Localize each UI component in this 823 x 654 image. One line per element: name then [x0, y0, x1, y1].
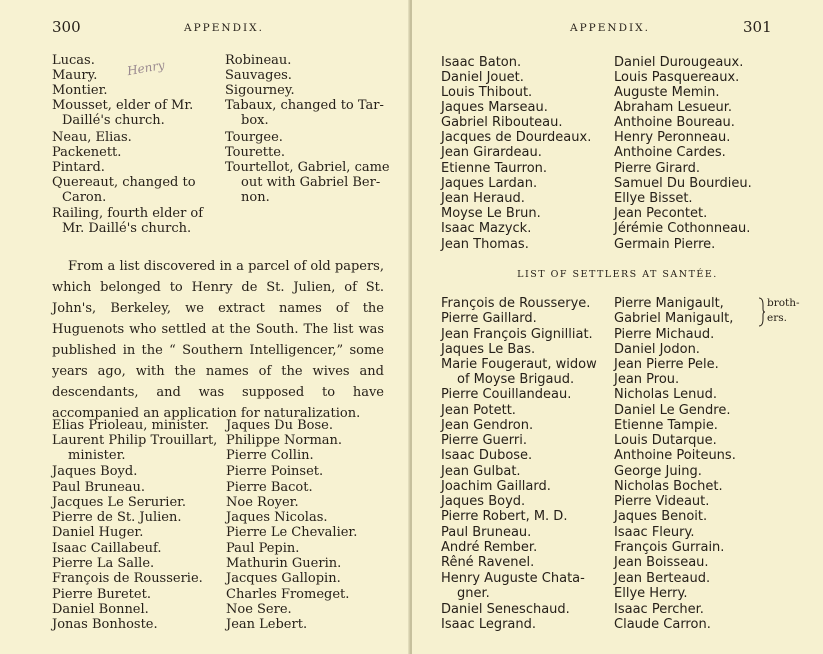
list-item: Pierre Guerri. [441, 433, 527, 448]
list-item: Daniel Seneschaud. [441, 602, 570, 617]
list-item: Pierre Michaud. [614, 327, 715, 342]
list-item: Rêné Ravenel. [441, 555, 535, 570]
list-item: Claude Carron. [614, 617, 711, 632]
list-item: Jaques Nicolas. [226, 510, 328, 525]
list-item: Pierre Poinset. [226, 464, 324, 479]
list-item: Jaques Boyd. [52, 464, 138, 479]
list-item: Tourette. [225, 145, 286, 160]
list-item: Pierre de St. Julien. [52, 510, 182, 525]
list-item: George Juing. [614, 464, 702, 479]
list-item: Marie Fougeraut, widow [441, 357, 597, 372]
list-item: Caron. [62, 190, 107, 205]
list-item: Montier. [52, 83, 108, 98]
list-item: of Moyse Brigaud. [457, 372, 575, 387]
list-item: Lucas. [52, 53, 95, 68]
list-item: Jonas Bonhoste. [52, 617, 158, 632]
list-item: Laurent Philip Trouillart, [52, 433, 218, 448]
list-item: Jean Pecontet. [614, 206, 708, 221]
list-item: Jean Prou. [614, 372, 680, 387]
list-item: Neau, Elias. [52, 130, 132, 145]
list-item: André Rember. [441, 540, 538, 555]
list-item: Mr. Daillé's church. [62, 221, 192, 236]
handwritten-note: Henry [126, 57, 166, 79]
list-item: François de Rousserie. [52, 571, 203, 586]
list-item: Paul Bruneau. [441, 525, 532, 540]
list-item: Anthoine Boureau. [614, 115, 735, 130]
list-item: Isaac Percher. [614, 602, 704, 617]
list-item: Daniel Le Gendre. [614, 403, 731, 418]
list-item: minister. [68, 448, 126, 463]
list-item: Tourgee. [225, 130, 283, 145]
list-item: Germain Pierre. [614, 237, 716, 252]
list-item: François Gurrain. [614, 540, 725, 555]
list-item: Samuel Du Bourdieu. [614, 176, 752, 191]
list-item: Jaques Lardan. [441, 176, 538, 191]
list-item: Philippe Norman. [226, 433, 343, 448]
list-item: Isaac Legrand. [441, 617, 537, 632]
list-item: Jean François Gignilliat. [441, 327, 593, 342]
list-item: Pierre Videaut. [614, 494, 710, 509]
list-item: François de Rousserye. [441, 296, 591, 311]
list-item: Pierre Robert, M. D. [441, 509, 568, 524]
brace-note: broth- [767, 297, 800, 309]
list-item: Mathurin Guerin. [226, 556, 342, 571]
list-item: Etienne Tampie. [614, 418, 718, 433]
list-item: Jérémie Cothonneau. [614, 221, 751, 236]
list-item: Jaques Le Bas. [441, 342, 536, 357]
list-item: Jaques Marseau. [441, 100, 548, 115]
list-item: Jean Gulbat. [441, 464, 521, 479]
list-item: Jean Thomas. [441, 237, 529, 252]
running-head: APPENDIX. [184, 22, 264, 34]
intro-paragraph: From a list discovered in a parcel of old papers, which belonged to Henry de St. Julien, of St. John's, Berkeley, we extract names of the Huguenots who settled at the South. The list was published in the “ Southern Intelligencer,” some years ago, with the names of the wives and descendants, and was supposed to have accompanied an application for naturalization. [52, 259, 384, 421]
list-item: Ellye Bisset. [614, 191, 693, 206]
list-item: Gabriel Manigault, [614, 311, 734, 326]
section-heading: LIST OF SETTLERS AT SANTÉE. [517, 269, 718, 280]
list-item: Maury. [52, 68, 98, 83]
left-page [0, 0, 410, 654]
brace-icon [758, 297, 766, 327]
list-item: Pierre Girard. [614, 161, 700, 176]
list-item: Pierre La Salle. [52, 556, 155, 571]
list-item: Sauvages. [225, 68, 292, 83]
list-item: Gabriel Ribouteau. [441, 115, 563, 130]
page-number: 300 [52, 18, 81, 36]
list-item: Etienne Taurron. [441, 161, 548, 176]
list-item: Daniel Bonnel. [52, 602, 149, 617]
list-item: Jean Lebert. [226, 617, 308, 632]
list-item: Jean Potett. [441, 403, 516, 418]
list-item: Tabaux, changed to Tar- [225, 98, 384, 113]
list-item: Nicholas Lenud. [614, 387, 718, 402]
list-item: Daniel Huger. [52, 525, 144, 540]
list-item: Pierre Gaillard. [441, 311, 537, 326]
list-item: Pierre Bacot. [226, 480, 313, 495]
list-item: Jaques Benoit. [614, 509, 708, 524]
list-item: Noe Royer. [226, 495, 299, 510]
list-item: Pierre Buretet. [52, 587, 151, 602]
brace-note: ers. [767, 312, 787, 324]
list-item: Louis Thibout. [441, 85, 533, 100]
list-item: out with Gabriel Ber- [241, 175, 381, 190]
list-item: Sigourney. [225, 83, 295, 98]
list-item: Jaques Du Bose. [226, 418, 333, 433]
list-item: Isaac Caillabeuf. [52, 541, 162, 556]
list-item: Louis Dutarque. [614, 433, 717, 448]
list-item: Anthoine Poiteuns. [614, 448, 736, 463]
list-item: Jean Berteaud. [614, 571, 711, 586]
list-item: Jacques de Dourdeaux. [441, 130, 592, 145]
list-item: Anthoine Cardes. [614, 145, 726, 160]
list-item: Isaac Dubose. [441, 448, 533, 463]
list-item: Elias Prioleau, minister. [52, 418, 210, 433]
list-item: gner. [457, 586, 490, 601]
list-item: Packenett. [52, 145, 122, 160]
list-item: Henry Peronneau. [614, 130, 731, 145]
list-item: Pierre Manigault, [614, 296, 724, 311]
list-item: Auguste Memin. [614, 85, 720, 100]
list-item: Daniel Durougeaux. [614, 55, 744, 70]
list-item: Noe Sere. [226, 602, 292, 617]
list-item: Jean Boisseau. [614, 555, 709, 570]
list-item: Paul Pepin. [226, 541, 300, 556]
list-item: Tourtellot, Gabriel, came [225, 160, 390, 175]
list-item: Jean Gendron. [441, 418, 534, 433]
list-item: Louis Pasquereaux. [614, 70, 740, 85]
list-item: Daniel Jouet. [441, 70, 524, 85]
list-item: Pierre Le Chevalier. [226, 525, 358, 540]
list-item: Jacques Le Serurier. [52, 495, 187, 510]
list-item: Pierre Couillandeau. [441, 387, 572, 402]
list-item: Jacques Gallopin. [226, 571, 341, 586]
list-item: Isaac Mazyck. [441, 221, 532, 236]
list-item: Daillé's church. [62, 113, 165, 128]
list-item: Ellye Herry. [614, 586, 688, 601]
page-number: 301 [743, 18, 772, 36]
list-item: Daniel Jodon. [614, 342, 700, 357]
list-item: Isaac Baton. [441, 55, 522, 70]
running-head: APPENDIX. [570, 22, 650, 34]
list-item: Pierre Collin. [226, 448, 314, 463]
list-item: Jean Girardeau. [441, 145, 542, 160]
list-item: Mousset, elder of Mr. [52, 98, 194, 113]
list-item: Joachim Gaillard. [441, 479, 551, 494]
list-item: non. [241, 190, 270, 205]
list-item: Jean Pierre Pele. [614, 357, 719, 372]
list-item: Pintard. [52, 160, 105, 175]
list-item: box. [241, 113, 269, 128]
list-item: Henry Auguste Chata- [441, 571, 585, 586]
list-item: Charles Fromeget. [226, 587, 350, 602]
list-item: Quereaut, changed to [52, 175, 196, 190]
list-item: Moyse Le Brun. [441, 206, 541, 221]
list-item: Isaac Fleury. [614, 525, 695, 540]
list-item: Railing, fourth elder of [52, 206, 204, 221]
list-item: Jaques Boyd. [441, 494, 526, 509]
list-item: Paul Bruneau. [52, 480, 146, 495]
list-item: Jean Heraud. [441, 191, 525, 206]
list-item: Nicholas Bochet. [614, 479, 723, 494]
list-item: Robineau. [225, 53, 292, 68]
list-item: Abraham Lesueur. [614, 100, 733, 115]
